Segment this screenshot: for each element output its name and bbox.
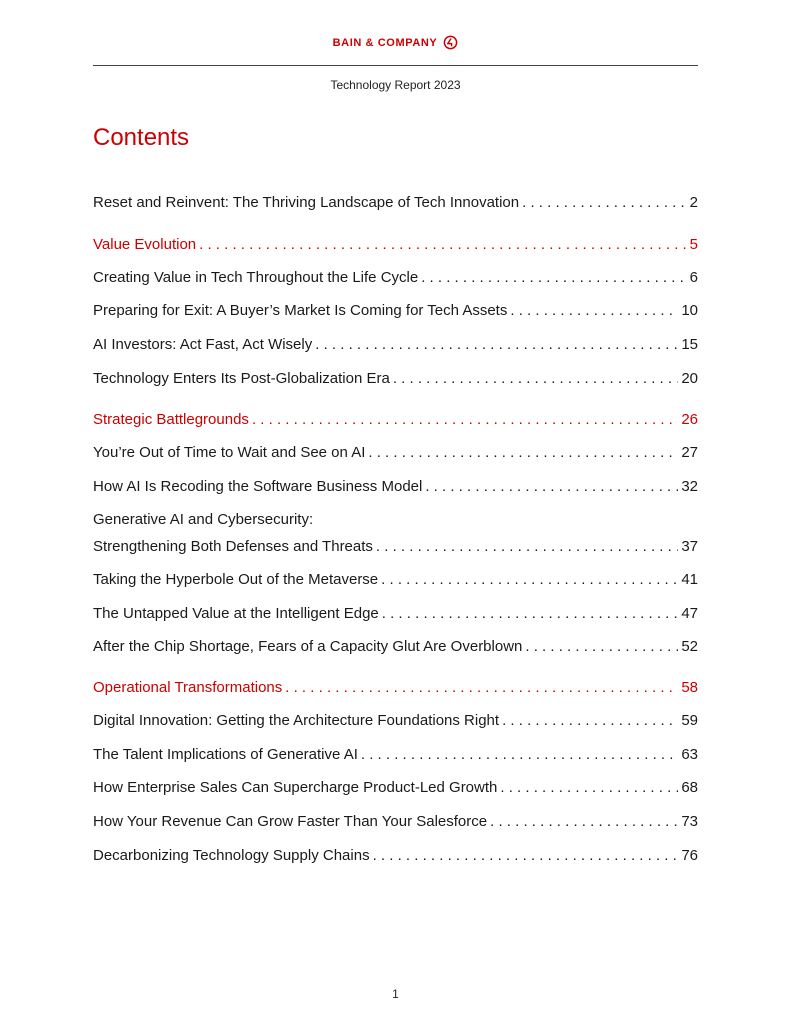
toc-entry[interactable] [93,779,698,797]
toc-page-number: 58 [681,679,698,696]
toc-entry-label: You’re Out of Time to Wait and See on AI [93,444,366,461]
toc-entry[interactable] [93,813,698,831]
toc-entry-label: Decarbonizing Technology Supply Chains [93,847,370,864]
toc-entry-label: Strengthening Both Defenses and Threats [93,538,373,555]
toc-dot-leader [382,605,679,623]
toc-entry[interactable] [93,571,698,589]
page-number: 1 [392,987,399,1001]
toc-page-number: 32 [681,478,698,495]
toc-page-number: 68 [681,779,698,796]
toc-entry-label: Operational Transformations [93,679,283,696]
toc-entry-label: Taking the Hyperbole Out of the Metaverse [93,571,379,588]
toc-entry-label: Reset and Reinvent: The Thriving Landscape of Tech Innovation [93,194,520,211]
toc-dot-leader [525,638,678,656]
toc-dot-leader [252,411,678,429]
toc-dot-leader [425,478,678,496]
toc-entry[interactable] [93,336,698,354]
toc-entry[interactable] [93,194,698,212]
toc-dot-leader [361,746,678,764]
toc-page-number: 5 [689,236,698,253]
toc-dot-leader [490,813,678,831]
toc-dot-leader [368,444,678,462]
toc-page-number: 52 [681,638,698,655]
bain-circle-logo-icon [443,35,458,50]
toc-dot-leader [285,679,678,697]
toc-entry-label: How AI Is Recoding the Software Business Model [93,478,423,495]
toc-entry-label: Technology Enters Its Post-Globalization Era [93,370,390,387]
toc-section-heading[interactable] [93,236,698,254]
toc-entry[interactable] [93,302,698,320]
toc-entry[interactable] [93,269,698,287]
toc-page-number: 47 [681,605,698,622]
toc-entry-label: Value Evolution [93,236,197,253]
toc-page-number: 73 [681,813,698,830]
toc-entry-label: The Untapped Value at the Intelligent Edge [93,605,379,622]
toc-entry-label: Strategic Battlegrounds [93,411,249,428]
toc-entry[interactable] [93,538,698,556]
toc-page-number: 10 [681,302,698,319]
toc-dot-leader [522,194,687,212]
toc-entry[interactable] [93,478,698,496]
toc-entry[interactable] [93,712,698,730]
brand-name: BAIN & COMPANY [332,36,438,49]
toc-page-number: 37 [681,538,698,555]
toc-page-number: 15 [681,336,698,353]
toc-section-heading[interactable] [93,411,698,429]
toc-entry-label: After the Chip Shortage, Fears of a Capacity Glut Are Overblown [93,638,523,655]
toc-page-number: 76 [681,847,698,864]
toc-page-number: 2 [689,194,698,211]
toc-entry[interactable] [93,847,698,865]
toc-page-number: 27 [681,444,698,461]
toc-dot-leader [393,370,678,388]
header-divider [93,65,698,66]
toc-page-number: 41 [681,571,698,588]
toc-entry[interactable] [93,444,698,462]
page-title: Contents [93,124,190,151]
toc-dot-leader [373,847,679,865]
toc-dot-leader [421,269,686,287]
brand-logo [0,35,791,50]
toc-page-number: 20 [681,370,698,387]
toc-section-heading[interactable] [93,679,698,697]
toc-dot-leader [376,538,678,556]
toc-page-number: 6 [689,269,698,286]
toc-page-number: 59 [681,712,698,729]
toc-dot-leader [315,336,678,354]
toc-entry-label: Digital Innovation: Getting the Architecture Foundations Right [93,712,500,729]
toc-entry-label: The Talent Implications of Generative AI [93,746,358,763]
toc-dot-leader [199,236,687,254]
toc-entry[interactable] [93,605,698,623]
toc-page-number: 26 [681,411,698,428]
toc-entry-label-line1: Generative AI and Cybersecurity: [93,511,314,528]
toc-entry[interactable] [93,638,698,656]
toc-entry-label: How Your Revenue Can Grow Faster Than Your Salesforce [93,813,488,830]
toc-entry[interactable] [93,746,698,764]
toc-entry-label: How Enterprise Sales Can Supercharge Product-Led Growth [93,779,498,796]
toc-page-number: 63 [681,746,698,763]
toc-dot-leader [500,779,678,797]
toc-dot-leader [502,712,678,730]
toc-entry[interactable] [93,370,698,388]
report-title: Technology Report 2023 [330,78,461,92]
toc-dot-leader [510,302,678,320]
toc-entry-label: Preparing for Exit: A Buyer’s Market Is Coming for Tech Assets [93,302,508,319]
toc-entry-label: AI Investors: Act Fast, Act Wisely [93,336,313,353]
toc-entry-label: Creating Value in Tech Throughout the Life Cycle [93,269,419,286]
toc-dot-leader [381,571,678,589]
